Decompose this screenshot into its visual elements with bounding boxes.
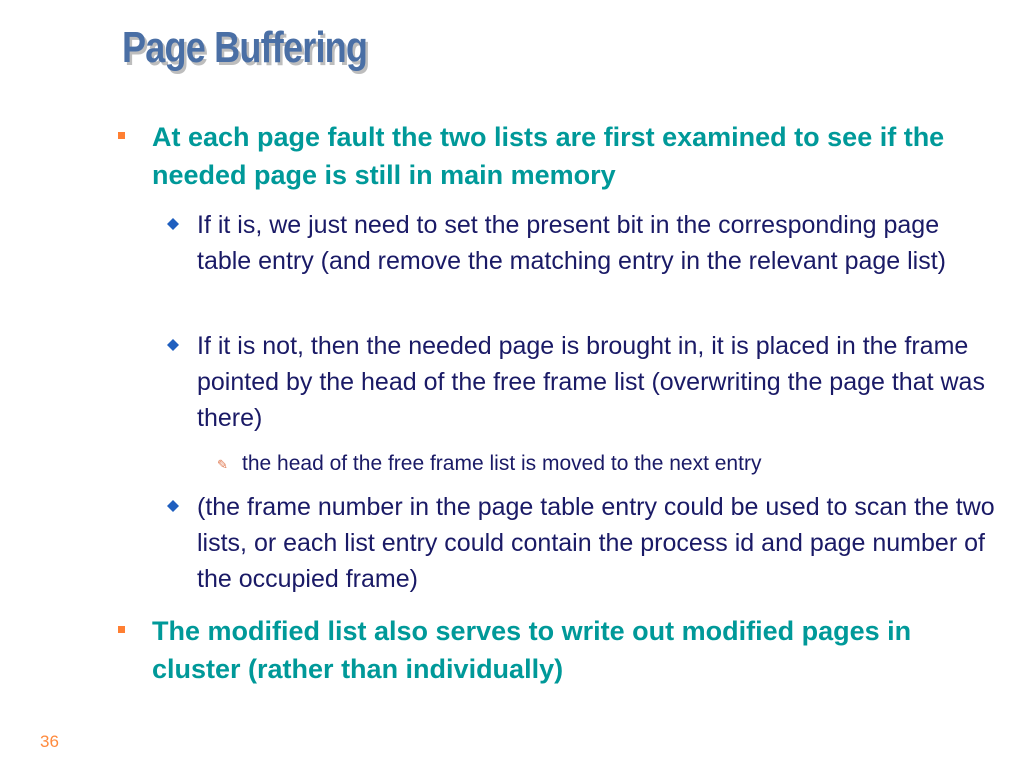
diamond-bullet-icon [167,339,179,351]
bullet-text: If it is, we just need to set the present bit in the corresponding page table entry (and remove the matching entry in the relevant page list) [197,211,947,275]
pencil-bullet-icon: ✎ [217,457,228,472]
bullet-level2 [197,328,997,436]
bullet-text: If it is not, then the needed page is brought in, it is placed in the frame pointed by the head of the free frame list (overwriting the page that was there) [197,332,985,432]
bullet-level1 [152,118,992,194]
diamond-bullet-icon [167,500,179,512]
bullet-text: the head of the free frame list is moved to the next entry [242,452,762,475]
bullet-level1 [152,612,992,688]
bullet-text: The modified list also serves to write out modified pages in cluster (rather than individually) [152,616,912,684]
square-bullet-icon [118,626,125,633]
page-number: 36 [40,732,59,751]
diamond-bullet-icon [167,218,179,230]
bullet-text: (the frame number in the page table entry could be used to scan the two lists, or each list entry could contain the process id and page number of the occupied frame) [197,493,995,593]
slide-title: Page Buffering [122,23,368,72]
bullet-level3 [217,449,1002,479]
square-bullet-icon [118,132,125,139]
bullet-level2 [197,489,997,597]
bullet-text: At each page fault the two lists are first examined to see if the needed page is still in main memory [152,122,945,190]
bullet-level2 [197,207,997,279]
